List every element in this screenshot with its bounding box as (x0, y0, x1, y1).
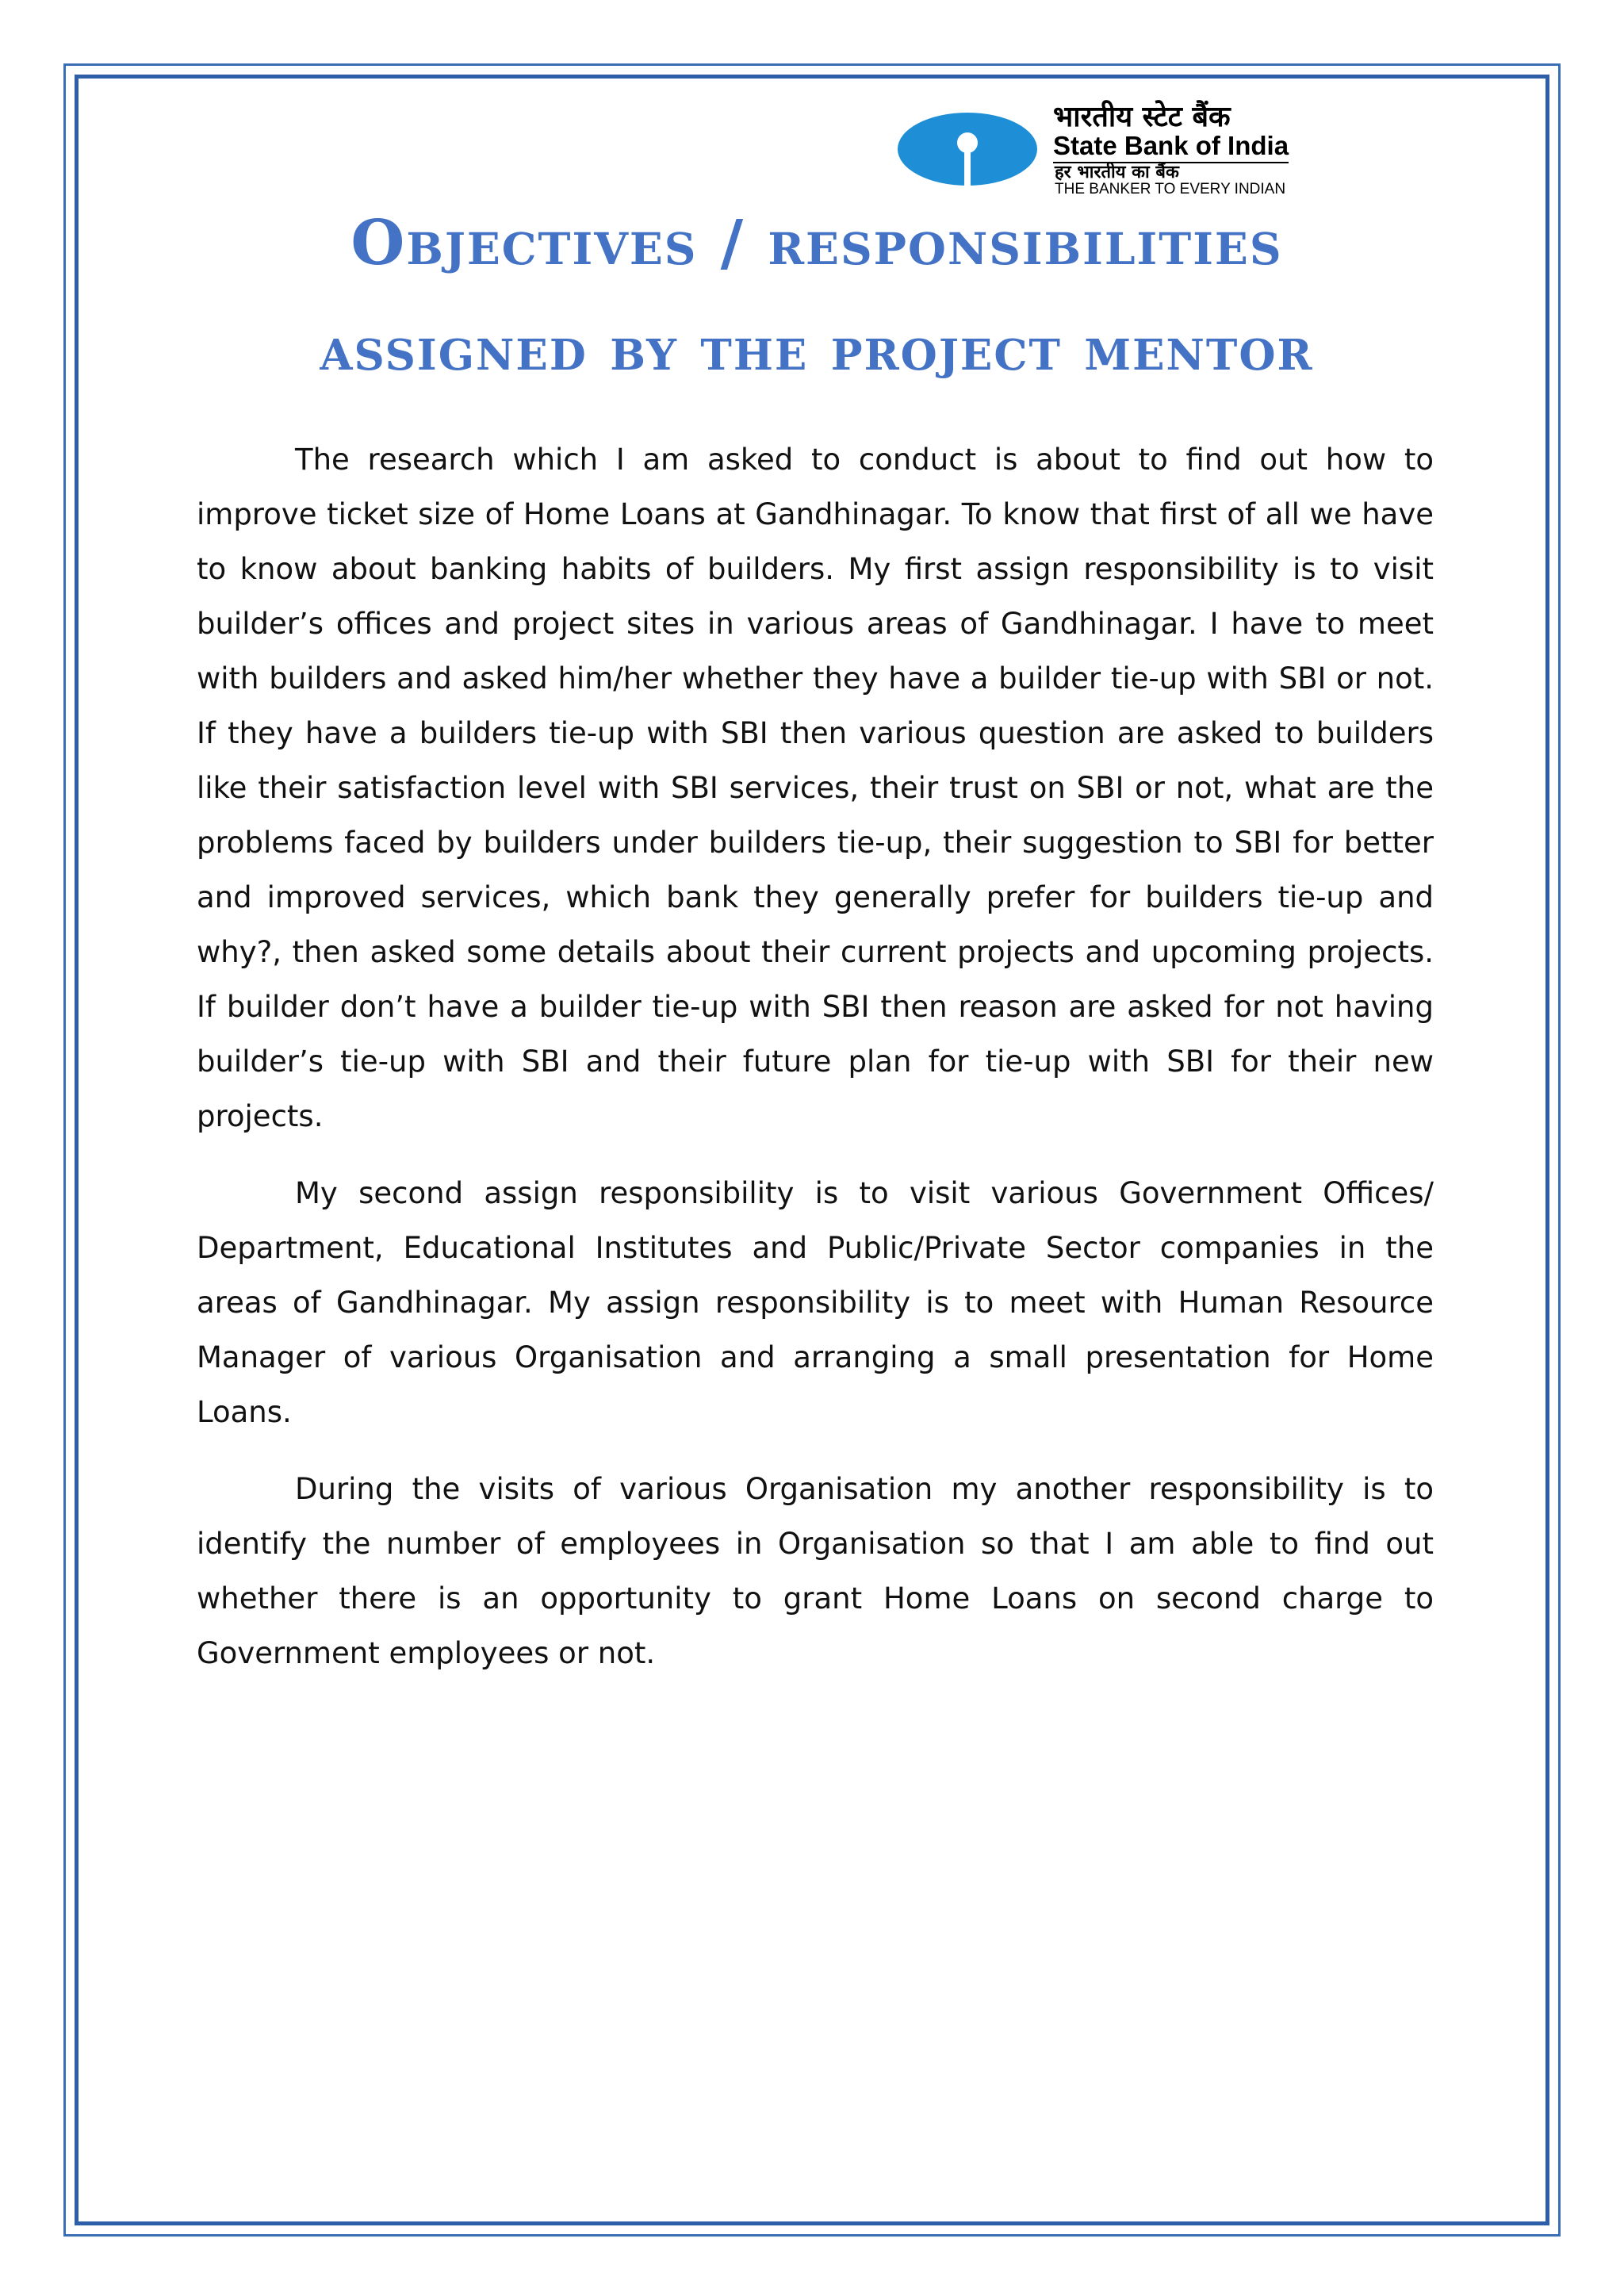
paragraph-visits: During the visits of various Organisation my another responsibility is to identify the number of employees in Organisation so that I am able to find out whether there is an opportunity to grant Home Loans on second charge to Government employees or not. (197, 1472, 1434, 1670)
page-title-line-1: Objectives / responsibilities (350, 207, 1283, 279)
paragraph-second-responsibility: My second assign responsibility is to visit various Government Offices/ Department, Educational Institutes and Public/Private Sector companies in the areas of Gandhinagar. My assign responsibility is to meet with Human Resource Manager of various Organisation and arranging a small presentation for Home Loans. (197, 1176, 1434, 1429)
sbi-logo-text (1053, 102, 1418, 197)
sbi-logo (896, 102, 1419, 197)
logo-hindi-slogan: हर भारतीय का बैंक (1055, 163, 1179, 182)
body-text (197, 432, 1434, 1703)
paragraph-research: The research which I am asked to conduct is about to find out how to improve ticket size of Home Loans at Gandhinagar. To know that first of all we have to know about banking habits of builders. My first assign responsibility is to visit builder’s offices and project sites in various areas of Gandhinagar. I have to meet with builders and asked him/her whether they have a builder tie-up with SBI or not. If they have a builders tie-up with SBI then various question are asked to builders like their satisfaction level with SBI services, their trust on SBI or not, what are the problems faced by builders under builders tie-up, their suggestion to SBI for better and improved services, which bank they generally prefer for builders tie-up and why?, then asked some details about their current projects and upcoming projects. If builder don’t have a builder tie-up with SBI then reason are asked for not having builder’s tie-up with SBI and their future plan for tie-up with SBI for their new projects. (197, 443, 1434, 1133)
sbi-keyhole-icon (896, 111, 1039, 187)
logo-english-name: State Bank of India (1053, 132, 1289, 163)
logo-hindi-name: भारतीय स्टेट बैंक (1053, 101, 1231, 133)
logo-tagline: THE BANKER TO EVERY INDIAN (1055, 181, 1286, 197)
page-title-line-2: assigned by the project mentor (320, 313, 1314, 384)
